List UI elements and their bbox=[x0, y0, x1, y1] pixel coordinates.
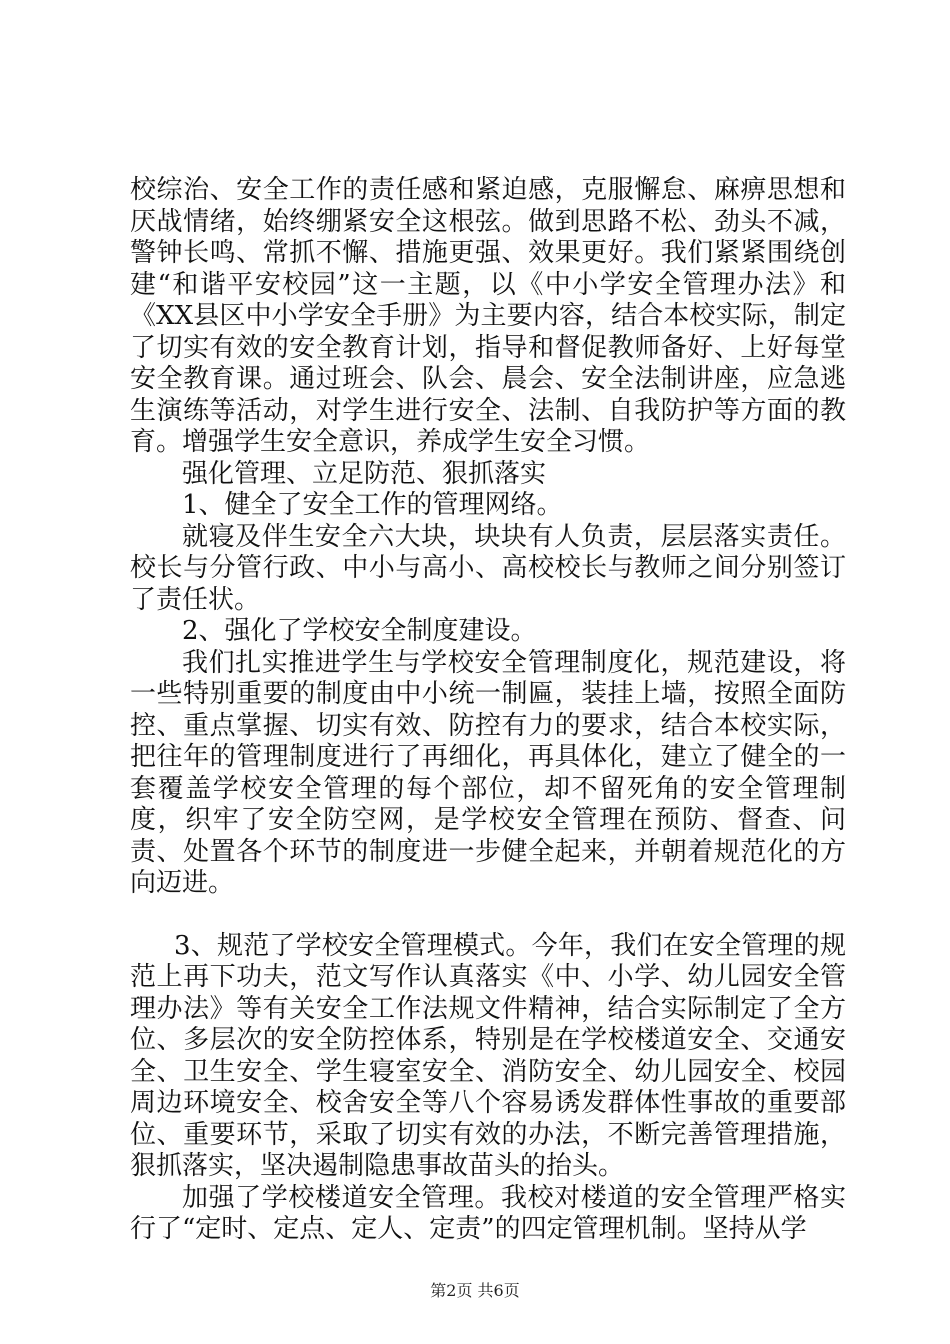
section-heading-management: 强化管理、立足防范、狠抓落实 bbox=[182, 458, 547, 489]
paragraph-safety-awareness: 校综治、安全工作的责任感和紧迫感，克服懈怠、麻痹思想和厌战情绪，始终绷紧安全这根弦。做到思路不松、劲头不减，警钟长鸣、常抓不懈、措施更强、效果更好。我们紧紧围绕创建“和谐平安校园”这一主题，以《中小学安全管理办法》和《XX县区中小学安全手册》为主要内容，结合本校实际，制定了切实有效的安全教育计划，指导和督促教师备好、上好每堂安全教育课。通过班会、队会、晨会、安全法制讲座，应急逃生演练等活动，对学生进行安全、法制、自我防护等方面的教育。增强学生安全意识，养成学生安全习惯。 bbox=[130, 175, 846, 457]
page-footer: 第2页 共6页 bbox=[430, 1281, 520, 1300]
item-heading-network: 1、健全了安全工作的管理网络。 bbox=[182, 490, 563, 520]
paragraph-management-mode: 3、规范了学校安全管理模式。今年，我们在安全管理的规范上再下功夫，范文写作认真落实《中、小学、幼儿园安全管理办法》等有关安全工作法规文件精神，结合实际制定了全方位、多层次的安全防控体系，特别是在学校楼道安全、交通安全、卫生安全、学生寝室安全、消防安全、幼儿园安全、校园周边环境安全、校舍安全等八个容易诱发群体性事故的重要部位、重要环节，采取了切实有效的办法，不断完善管理措施，狠抓落实，坚决遏制隐患事故苗头的抬头。 bbox=[130, 930, 846, 1181]
paragraph-responsibility: 就寝及伴生安全六大块，块块有人负责，层层落实责任。校长与分管行政、中小与高小、高校校长与教师之间分别签订了责任状。 bbox=[130, 521, 846, 615]
document-body bbox=[130, 175, 846, 1246]
paragraph-corridor-safety: 加强了学校楼道安全管理。我校对楼道的安全管理严格实行了“定时、定点、定人、定责”的四定管理机制。坚持从学 bbox=[130, 1182, 846, 1244]
item-heading-system: 2、强化了学校安全制度建设。 bbox=[182, 616, 537, 646]
paragraph-system-building: 我们扎实推进学生与学校安全管理制度化，规范建设，将一些特别重要的制度由中小统一制匾，装挂上墙，按照全面防控、重点掌握、切实有效、防控有力的要求，结合本校实际，把往年的管理制度进行了再细化，再具体化，建立了健全的一套覆盖学校安全管理的每个部位，却不留死角的安全管理制度，织牢了安全防空网，是学校安全管理在预防、督查、问责、处置各个环节的制度进一步健全起来，并朝着规范化的方向迈进。 bbox=[130, 647, 846, 898]
